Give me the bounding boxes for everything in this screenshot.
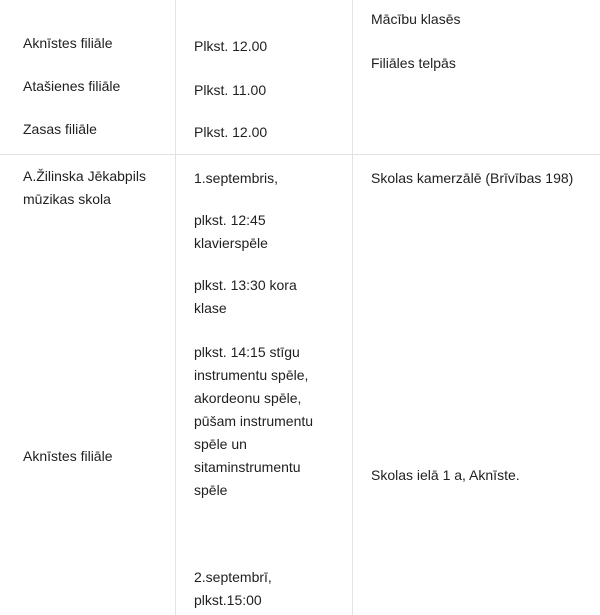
school-name: A.Žilinska Jēkabpils — [23, 168, 146, 184]
time-cell: Plkst. 12.00 — [194, 38, 268, 54]
place-cell: Mācību klasēs — [371, 11, 461, 27]
date-cell: 2.septembrī, — [194, 569, 272, 585]
time-cell: sitaminstrumentu — [194, 459, 301, 475]
time-cell: akordeonu spēle, — [194, 390, 302, 406]
time-cell: klavierspēle — [194, 235, 268, 251]
row-divider — [0, 154, 600, 155]
time-cell: plkst. 14:15 stīgu — [194, 344, 300, 360]
time-cell: Plkst. 12.00 — [194, 124, 268, 140]
time-cell: plkst. 13:30 kora — [194, 277, 297, 293]
branch-name: Aknīstes filiāle — [23, 35, 113, 51]
place-cell: Filiāles telpās — [371, 55, 456, 71]
date-cell: 1.septembris, — [194, 170, 279, 186]
time-cell: plkst.15:00 — [194, 592, 262, 608]
place-cell: Skolas kamerzālē (Brīvības 198) — [371, 170, 574, 186]
time-cell: spēle un — [194, 436, 247, 452]
school-name: mūzikas skola — [23, 191, 111, 207]
time-cell: klase — [194, 300, 227, 316]
column-divider — [175, 0, 176, 615]
time-cell: pūšam instrumentu — [194, 413, 314, 429]
branch-name: Atašienes filiāle — [23, 78, 121, 94]
time-cell: plkst. 12:45 — [194, 212, 266, 228]
branch-name: Aknīstes filiāle — [23, 448, 113, 464]
time-cell: spēle — [194, 482, 228, 498]
branch-name: Zasas filiāle — [23, 121, 97, 137]
place-cell: Skolas ielā 1 a, Aknīste. — [371, 467, 520, 483]
column-divider — [352, 0, 353, 615]
time-cell: instrumentu spēle, — [194, 367, 309, 383]
time-cell: Plkst. 11.00 — [194, 82, 267, 98]
